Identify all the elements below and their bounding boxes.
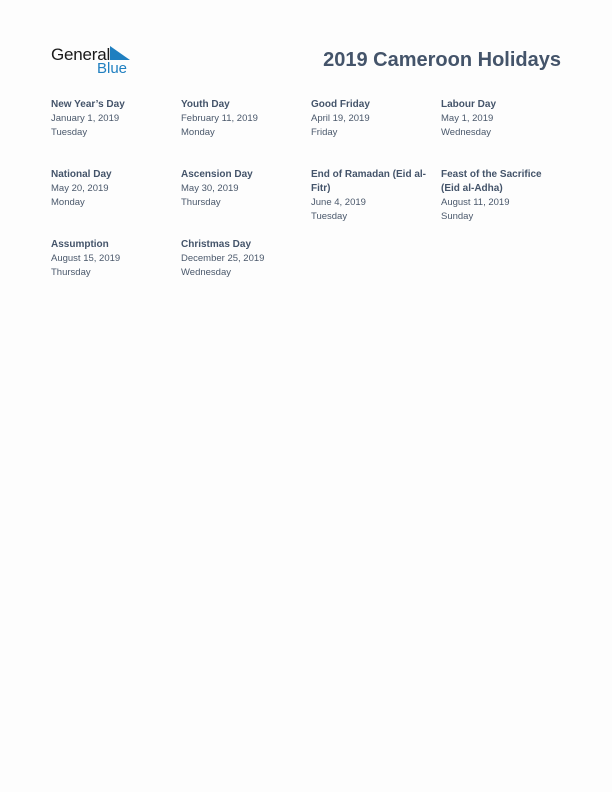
holiday-name: New Year’s Day (51, 99, 125, 110)
generalblue-logo (51, 44, 133, 78)
holiday-item (51, 238, 181, 308)
holiday-name: Ascension Day (181, 169, 253, 180)
holiday-name: Christmas Day (181, 239, 252, 250)
holiday-item (441, 98, 571, 168)
holiday-name: Youth Day (181, 99, 230, 110)
holiday-weekday: Tuesday (311, 210, 348, 222)
holiday-name: Assumption (51, 239, 109, 250)
holiday-date: May 1, 2019 (441, 113, 494, 124)
holiday-date: May 30, 2019 (181, 183, 239, 194)
holiday-date: February 11, 2019 (181, 113, 258, 124)
holiday-item (311, 98, 441, 168)
holiday-name: End of Ramadan (Eid al-Fitr) (311, 169, 427, 194)
holiday-name: Feast of the Sacrifice (Eid al-Adha) (441, 169, 542, 194)
holiday-date: August 11, 2019 (441, 197, 510, 208)
holiday-weekday: Friday (311, 126, 338, 138)
holiday-weekday: Monday (181, 126, 215, 138)
holiday-date: December 25, 2019 (181, 253, 265, 264)
holiday-item (181, 168, 311, 238)
holiday-name: Good Friday (311, 99, 370, 110)
holiday-weekday: Tuesday (51, 126, 88, 138)
logo-text-general: General (51, 45, 111, 64)
holiday-name: Labour Day (441, 99, 497, 110)
holiday-date: April 19, 2019 (311, 113, 370, 124)
holiday-item (441, 168, 571, 238)
holiday-date: May 20, 2019 (51, 183, 109, 194)
holiday-weekday: Sunday (441, 210, 474, 222)
holiday-weekday: Wednesday (181, 266, 231, 278)
holiday-item (181, 238, 311, 308)
holiday-weekday: Wednesday (441, 126, 491, 138)
holiday-weekday: Monday (51, 196, 85, 208)
logo-text-blue: Blue (97, 60, 128, 77)
holiday-date: June 4, 2019 (311, 197, 366, 208)
holiday-date: January 1, 2019 (51, 113, 120, 124)
holiday-weekday: Thursday (181, 196, 221, 208)
holiday-item (181, 98, 311, 168)
holiday-item (51, 168, 181, 238)
holiday-item (51, 98, 181, 168)
page-title: 2019 Cameroon Holidays (323, 49, 561, 71)
holiday-grid (51, 98, 571, 308)
logo-triangle-icon (110, 46, 130, 60)
holiday-item (311, 168, 441, 238)
holiday-name: National Day (51, 169, 112, 180)
holiday-date: August 15, 2019 (51, 253, 121, 264)
holiday-weekday: Thursday (51, 266, 91, 278)
